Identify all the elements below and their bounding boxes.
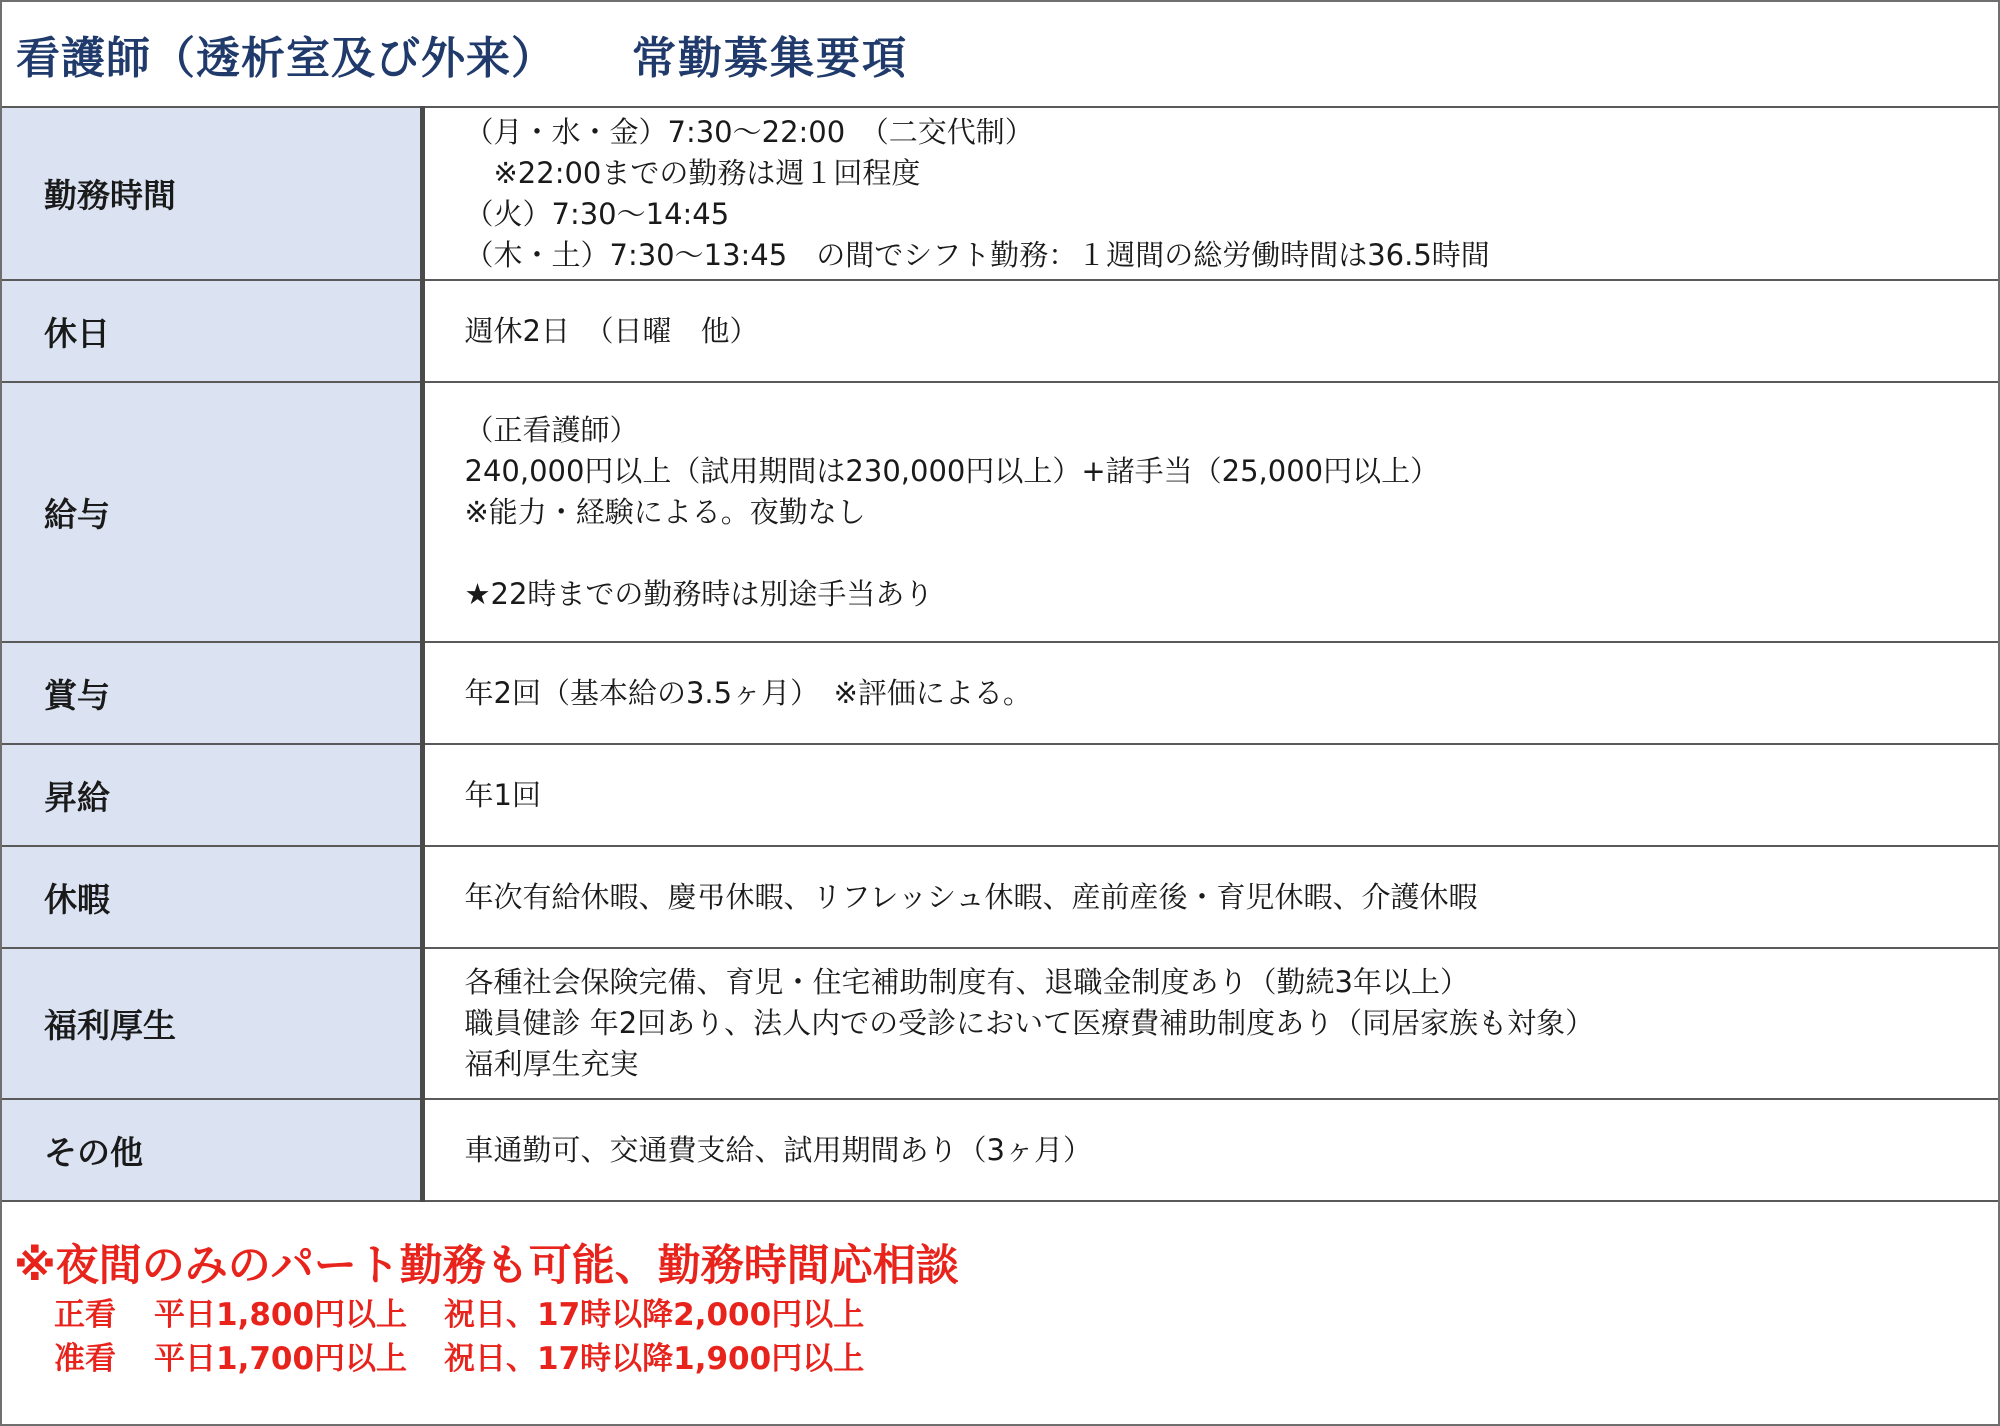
table-row-bonus xyxy=(2,642,1998,744)
row-value xyxy=(422,107,1998,280)
row-value xyxy=(422,744,1998,846)
value-line: 240,000円以上（試用期間は230,000円以上）+諸手当（25,000円以上） xyxy=(464,453,1440,488)
page-title: 看護師（透析室及び外来） xyxy=(16,33,556,84)
rate-row-registered-nurse xyxy=(54,1293,1998,1337)
row-value xyxy=(422,280,1998,382)
value-line: ★22時までの勤務時は別途手当あり xyxy=(464,576,934,611)
value-line: ※能力・経験による。夜勤なし xyxy=(464,494,866,529)
row-label: 休日 xyxy=(2,280,422,382)
row-label: 休暇 xyxy=(2,846,422,948)
row-value xyxy=(422,948,1998,1099)
value-spacer xyxy=(465,533,1999,574)
row-label: 給与 xyxy=(2,382,422,642)
row-label: その他 xyxy=(2,1099,422,1201)
table-row-raise xyxy=(2,744,1998,846)
part-time-notice xyxy=(2,1200,1998,1381)
row-label: 福利厚生 xyxy=(2,948,422,1099)
value-line: ※22:00までの勤務は週１回程度 xyxy=(464,155,921,190)
rate-row-practical-nurse xyxy=(54,1337,1998,1381)
value-line: （火）7:30～14:45 xyxy=(464,196,730,231)
value-line: 週休2日 （日曜 他） xyxy=(464,313,759,348)
table-row-other xyxy=(2,1099,1998,1201)
value-line: （正看護師） xyxy=(464,412,639,447)
value-line: 年2回（基本給の3.5ヶ月） ※評価による。 xyxy=(464,675,1032,710)
page-subtitle: 常勤募集要項 xyxy=(632,33,908,84)
value-line: 福利厚生充実 xyxy=(464,1047,639,1081)
row-label: 勤務時間 xyxy=(2,107,422,280)
row-label: 昇給 xyxy=(2,744,422,846)
rate-weekday: 平日1,700円以上 xyxy=(154,1341,408,1377)
rate-weekday: 平日1,800円以上 xyxy=(154,1297,408,1333)
table-row-holidays xyxy=(2,280,1998,382)
requirements-table xyxy=(2,106,1998,1202)
table-row-benefits xyxy=(2,948,1998,1099)
value-line: 各種社会保険完備、育児・住宅補助制度有、退職金制度あり（勤続3年以上） xyxy=(464,965,1469,999)
rate-holiday: 祝日、17時以降1,900円以上 xyxy=(444,1341,865,1377)
value-line: 年次有給休暇、慶弔休暇、リフレッシュ休暇、産前産後・育児休暇、介護休暇 xyxy=(464,879,1478,914)
row-label: 賞与 xyxy=(2,642,422,744)
table-row-salary xyxy=(2,382,1998,642)
table-row-leave xyxy=(2,846,1998,948)
row-value xyxy=(422,1099,1998,1201)
table-row-working-hours xyxy=(2,107,1998,280)
value-line: （木・土）7:30～13:45 の間でシフト勤務：１週間の総労働時間は36.5時間 xyxy=(464,237,1490,272)
rate-holiday: 祝日、17時以降2,000円以上 xyxy=(444,1297,865,1333)
value-line: 年1回 xyxy=(464,777,541,812)
document-header xyxy=(2,2,1998,106)
value-line: （月・水・金）7:30～22:00 （二交代制） xyxy=(464,114,1034,149)
row-value xyxy=(422,642,1998,744)
value-line: 車通勤可、交通費支給、試用期間あり（3ヶ月） xyxy=(464,1132,1092,1167)
rate-grade: 正看 xyxy=(54,1297,116,1333)
value-line: 職員健診 年2回あり、法人内での受診において医療費補助制度あり（同居家族も対象） xyxy=(464,1006,1595,1040)
row-value xyxy=(422,382,1998,642)
rate-grade: 准看 xyxy=(54,1341,116,1377)
notice-heading: ※夜間のみのパート勤務も可能、勤務時間応相談 xyxy=(14,1241,959,1291)
row-value xyxy=(422,846,1998,948)
